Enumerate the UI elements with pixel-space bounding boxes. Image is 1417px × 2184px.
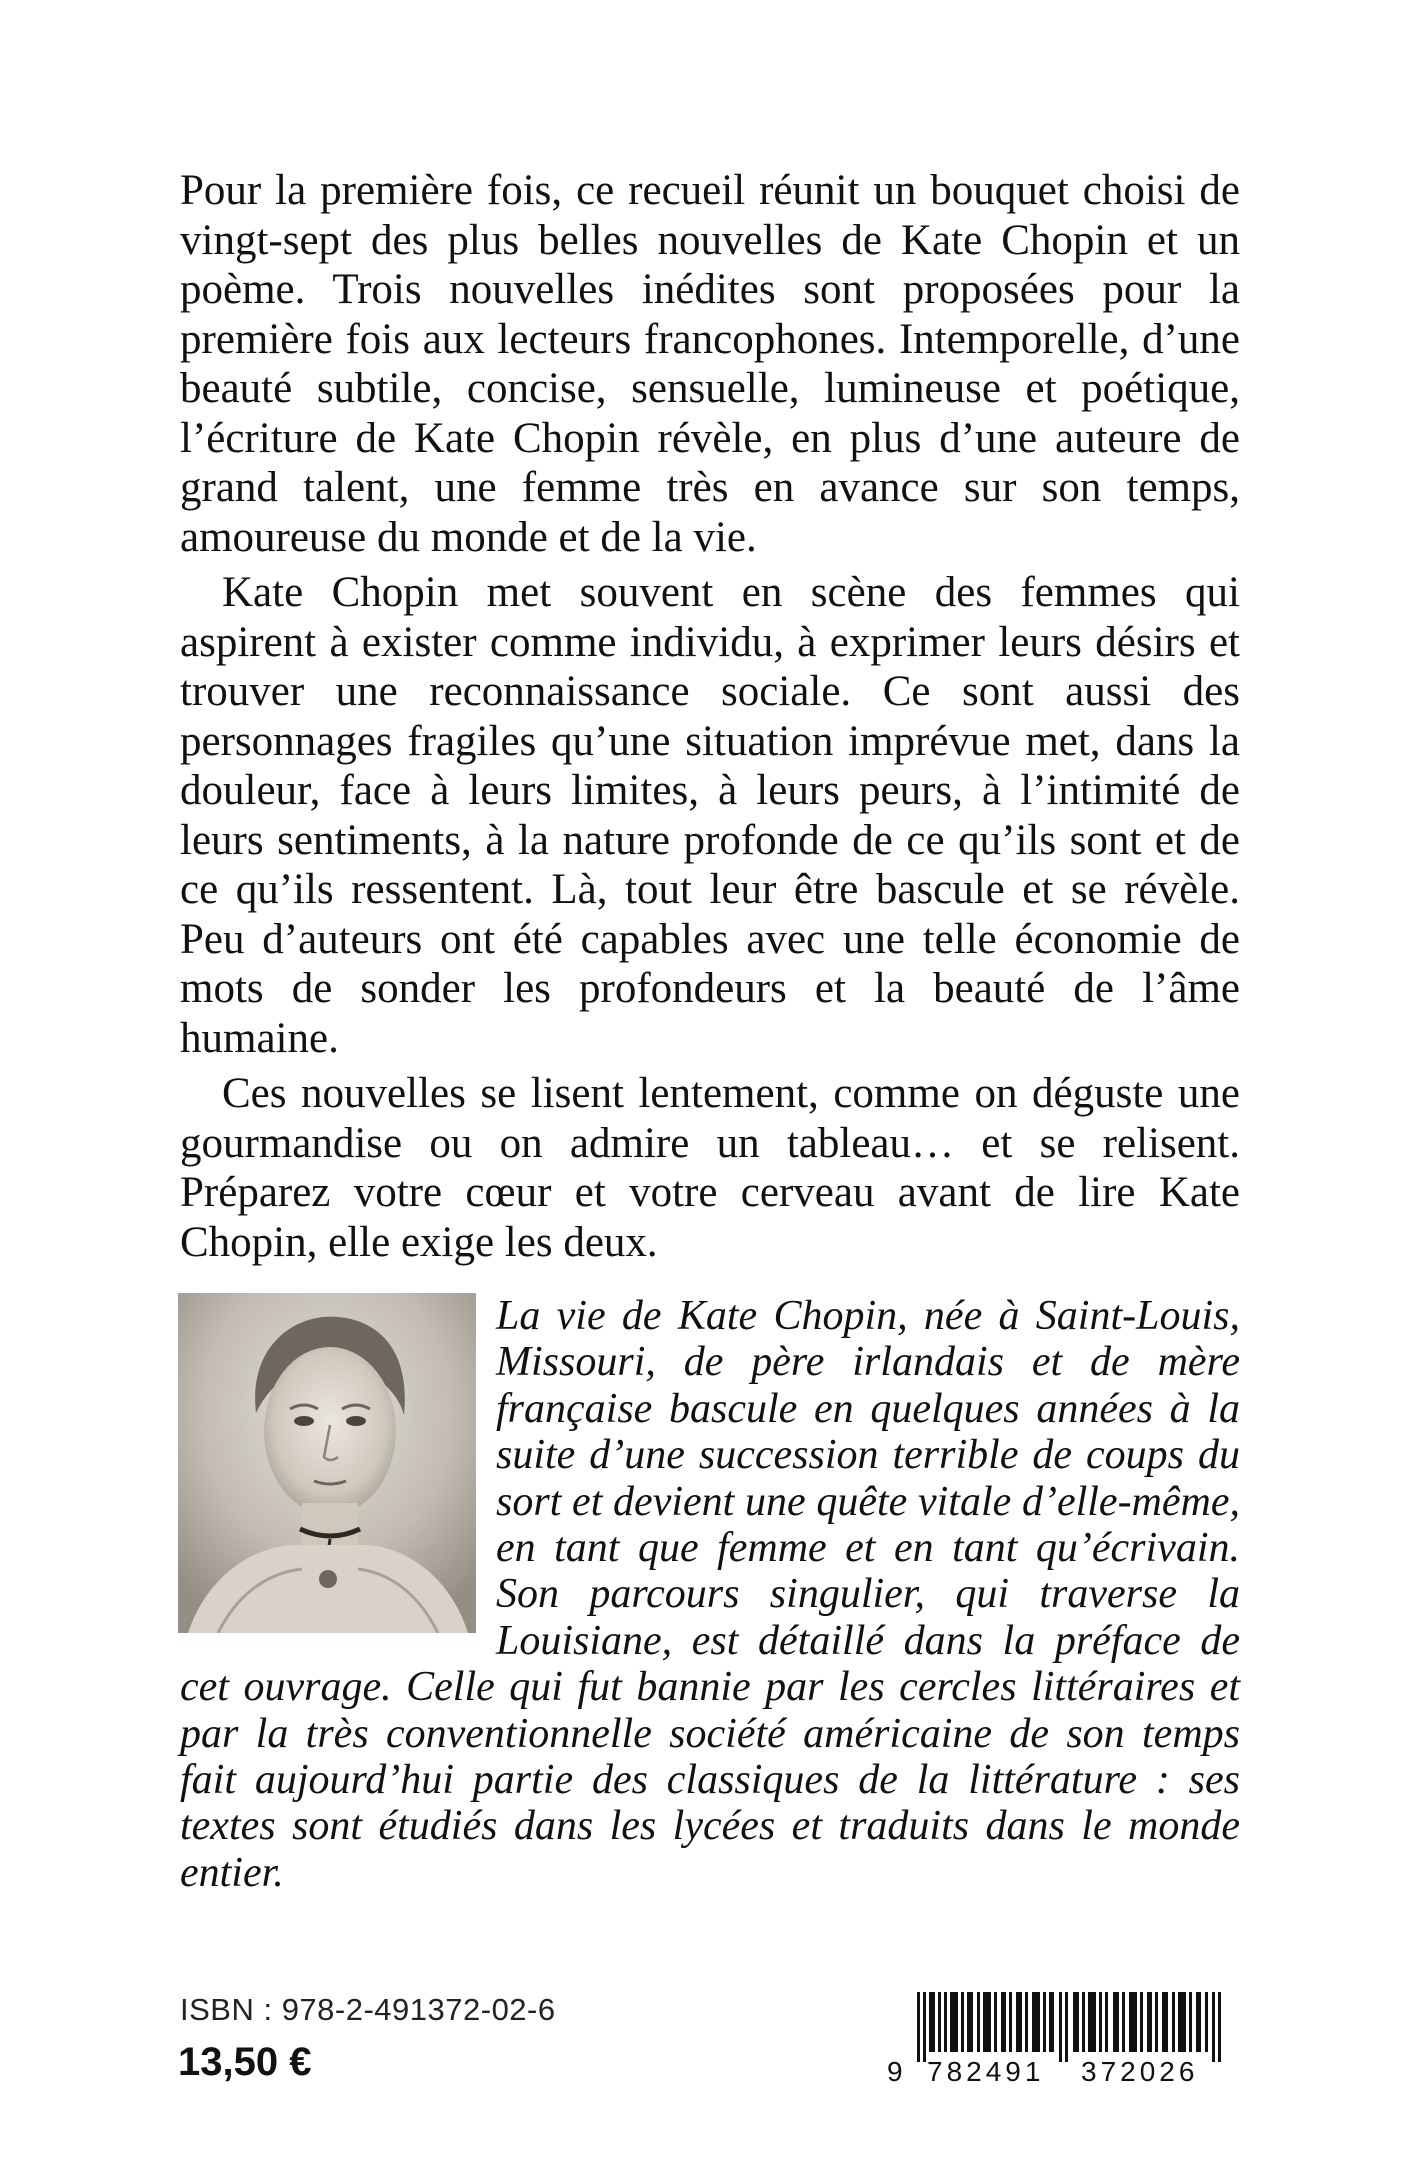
isbn: ISBN : 978-2-491372-02-6 — [180, 1992, 556, 2027]
blurb-paragraph-3: Ces nouvelles se lisent lentement, comme on déguste une gourmandise ou on admire un tableau… et se relisent. Préparez votre cœur et votre cerveau avant de lire Kate Chopin, elle exige les deux. — [180, 1070, 1240, 1266]
blurb — [180, 166, 1240, 1273]
price: 13,50 € — [178, 2040, 312, 2084]
blurb-paragraph-1: Pour la première fois, ce recueil réunit un bouquet choisi de vingt-sept des plus belles nouvelles de Kate Chopin et un poème. Trois nouvelles inédites sont proposées pour la première fois aux lecteurs francophones. Intemporelle, d’une beauté subtile, concise, sensuelle, lumineuse et poétique, l’écriture de Kate Chopin révèle, en plus d’une auteure de grand talent, une femme très en avance sur son temps, amoureuse du monde et de la vie. — [180, 167, 1240, 561]
barcode-digits-group-2: 372026 — [1081, 2056, 1199, 2087]
barcode-digits-group-1: 782491 — [927, 2056, 1045, 2087]
author-portrait — [178, 1293, 476, 1633]
author-bio — [180, 1293, 1240, 1896]
barcode-lead-digit: 9 — [887, 2056, 903, 2087]
author-bio-text: La vie de Kate Chopin, née à Saint-Louis, Missouri, de père irlandais et de mère française bascule en quelques années à la suite d’une succession terrible de coups du sort et devient une quête vitale d’elle-même, en tant que femme et en tant qu’écrivain. Son parcours singulier, qui traverse la Louisiane, est détaillé dans la préface de cet ouvrage. Celle qui fut bannie par les cercles littéraires et par la très conventionnelle société américaine de son temps fait aujourd’hui partie des classiques de la littérature : ses textes sont étudiés dans les lycées et traduits dans le monde entier. — [180, 1293, 1240, 1896]
barcode — [887, 1992, 1227, 2096]
blurb-paragraph-2: Kate Chopin met souvent en scène des femmes qui aspirent à exister comme individu, à exprimer leurs désirs et trouver une reconnaissance sociale. Ce sont aussi des personnages fragiles qu’une situation imprévue met, dans la douleur, face à leurs limites, à leurs peurs, à l’intimité de leurs sentiments, à la nature profonde de ce qu’ils sont et de ce qu’ils ressentent. Là, tout leur être bascule et se révèle. Peu d’auteurs ont été capables avec une telle économie de mots de sonder les profondeurs et la beauté de l’âme humaine. — [180, 569, 1240, 1062]
barcode-bars — [917, 1992, 1227, 2062]
